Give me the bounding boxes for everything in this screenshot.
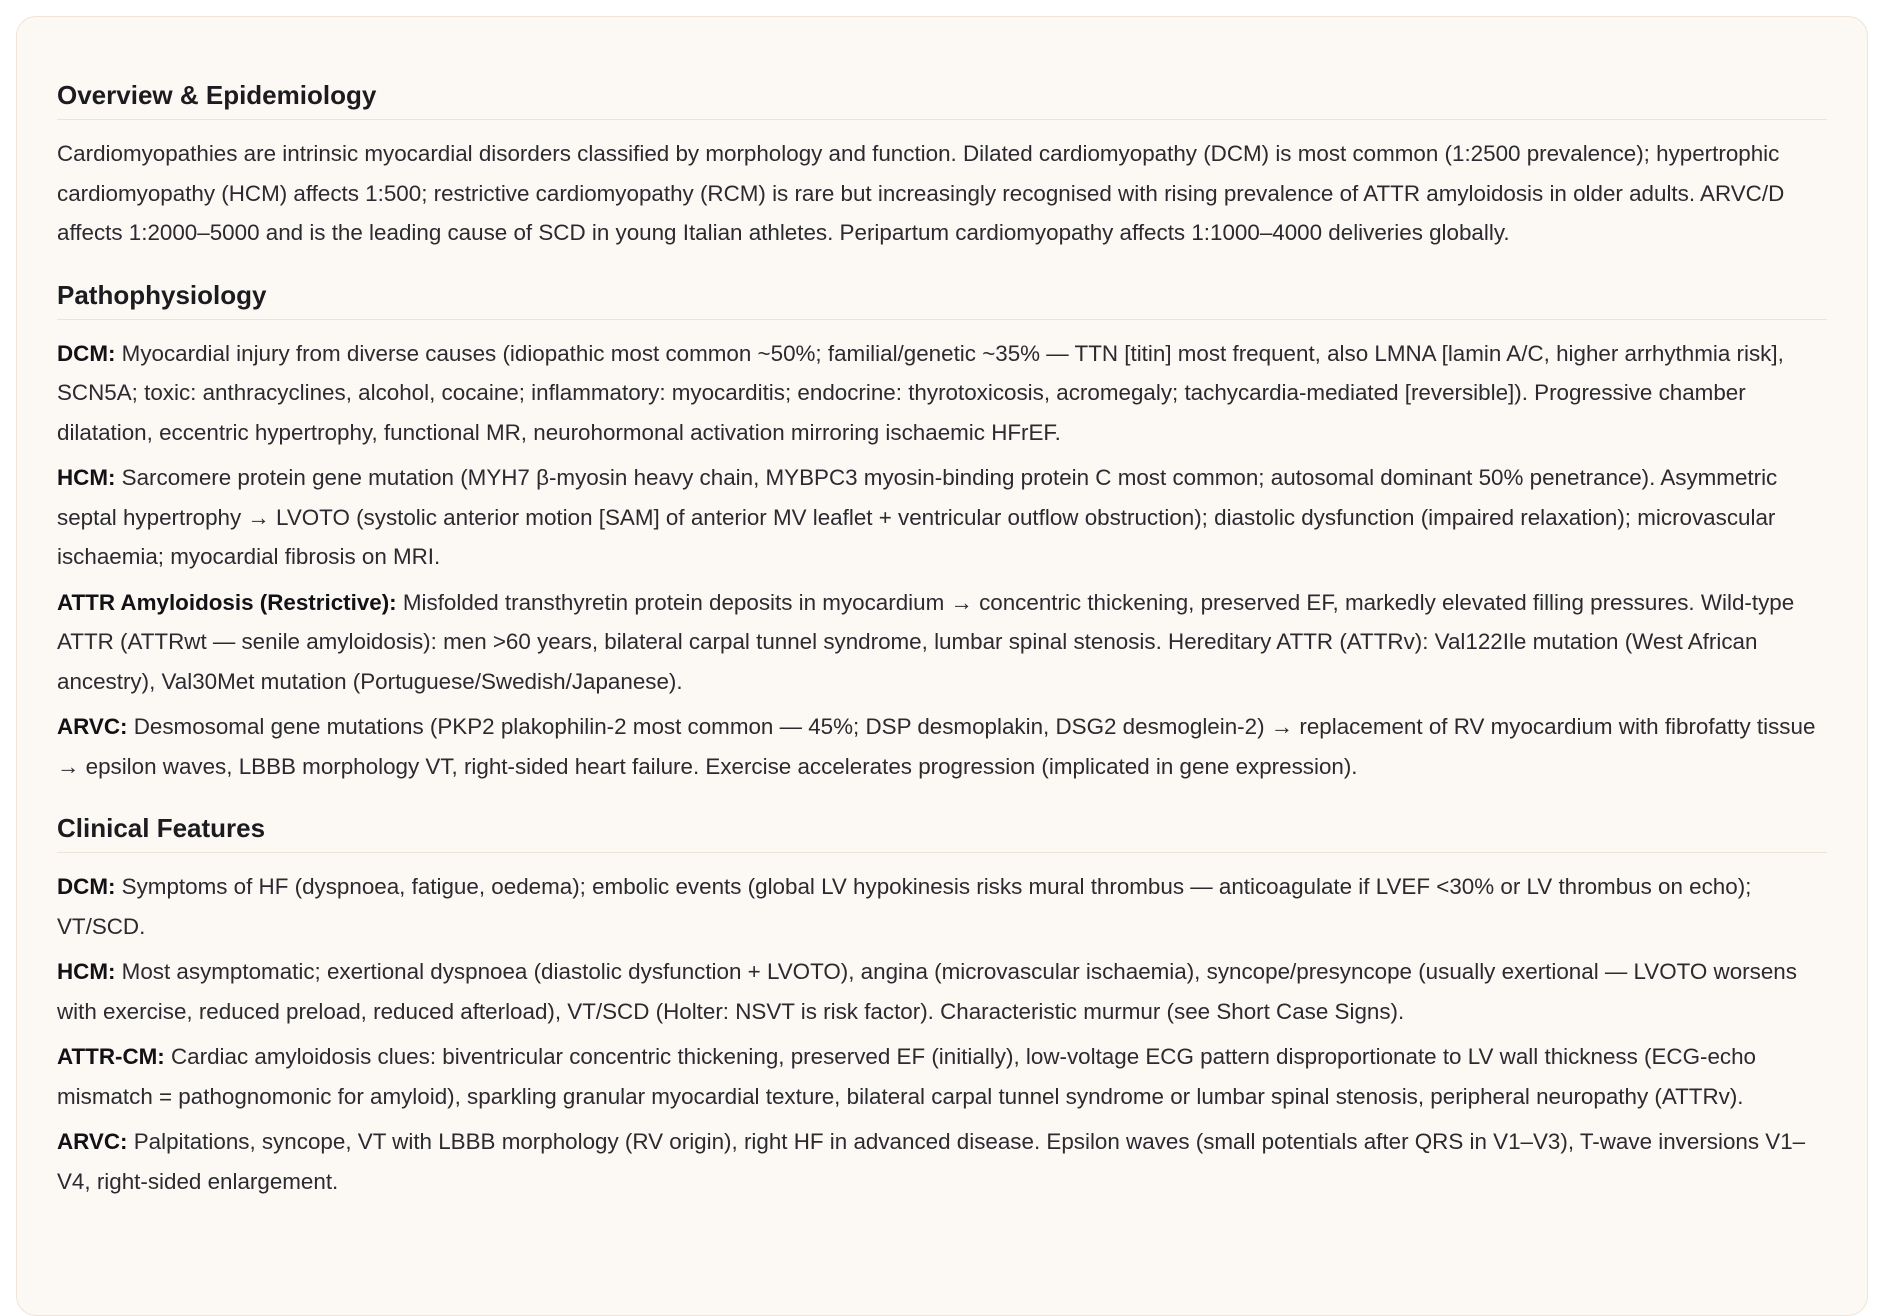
paragraph-label: ARVC: (57, 1129, 128, 1154)
section-heading: Clinical Features (57, 812, 1827, 853)
section-heading: Overview & Epidemiology (57, 79, 1827, 120)
paragraph (57, 134, 1827, 253)
paragraph (57, 583, 1827, 702)
paragraph-label: DCM: (57, 340, 116, 366)
paragraph-text: Palpitations, syncope, VT with LBBB morphology (RV origin), right HF in advanced disease. Epsilon waves (small potentials after QRS in V1–V3), T-wave inversions V1–V4, right-sided enlargement. (57, 1129, 1806, 1194)
paragraph (57, 867, 1827, 946)
paragraph-text: Myocardial injury from diverse causes (idiopathic most common ~50%; familial/genetic ~35% — TTN [titin] most frequent, also LMNA [lamin A/C, higher arrhythmia risk], SCN5A; toxic: anthracyclines, alcohol, cocaine; inflammatory: myocarditis; endocrine: thyrotoxicosis, acromegaly; tachycardia-mediated [reversible]). Progressive chamber dilatation, eccentric hypertrophy, functional MR, neurohormonal activation mirroring ischaemic HFrEF. (57, 340, 1784, 445)
paragraph-label: DCM: (57, 874, 116, 899)
paragraph (57, 1037, 1827, 1116)
paragraph-text: Cardiac amyloidosis clues: biventricular concentric thickening, preserved EF (initially), low-voltage ECG pattern disproportionate to LV wall thickness (ECG-echo mismatch = pathognomonic for amyloid), sparkling granular myocardial texture, bilateral carpal tunnel syndrome or lumbar spinal stenosis, peripheral neuropathy (ATTRv). (57, 1044, 1757, 1109)
paragraph-label: ATTR-CM: (57, 1044, 165, 1069)
paragraph (57, 334, 1827, 453)
content-card (16, 16, 1868, 1316)
paragraph-label: HCM: (57, 465, 116, 490)
paragraph (57, 707, 1827, 786)
paragraph-label: ATTR Amyloidosis (Restrictive): (57, 589, 397, 615)
paragraph (57, 952, 1827, 1031)
paragraph-text: Sarcomere protein gene mutation (MYH7 β-myosin heavy chain, MYBPC3 myosin-binding protein C most common; autosomal dominant 50% penetrance). Asymmetric septal hypertrophy → LVOTO (systolic anterior motion [SAM] of anterior MV leaflet + ventricular outflow obstruction); diastolic dysfunction (impaired relaxation); microvascular ischaemia; myocardial fibrosis on MRI. (57, 465, 1778, 569)
paragraph-text: Most asymptomatic; exertional dyspnoea (diastolic dysfunction + LVOTO), angina (microvascular ischaemia), syncope/presyncope (usually exertional — LVOTO worsens with exercise, reduced preload, reduced afterload), VT/SCD (Holter: NSVT is risk factor). Characteristic murmur (see Short Case Signs). (57, 959, 1797, 1024)
paragraph-label: HCM: (57, 959, 116, 984)
paragraph-text: Desmosomal gene mutations (PKP2 plakophilin-2 most common — 45%; DSP desmoplakin, DSG2 desmoglein-2) → replacement of RV myocardium with fibrofatty tissue → epsilon waves, LBBB morphology VT, right-sided heart failure. Exercise accelerates progression (implicated in gene expression). (57, 714, 1816, 779)
paragraph (57, 1122, 1827, 1201)
paragraph-label: ARVC: (57, 714, 128, 739)
paragraph-text: Symptoms of HF (dyspnoea, fatigue, oedema); embolic events (global LV hypokinesis risks mural thrombus — anticoagulate if LVEF <30% or LV thrombus on echo); VT/SCD. (57, 874, 1752, 939)
paragraph (57, 458, 1827, 577)
paragraph-text: Misfolded transthyretin protein deposits in myocardium → concentric thickening, preserved EF, markedly elevated filling pressures. Wild-type ATTR (ATTRwt — senile amyloidosis): men >60 years, bilateral carpal tunnel syndrome, lumbar spinal stenosis. Hereditary ATTR (ATTRv): Val122Ile mutation (West African ancestry), Val30Met mutation (Portuguese/Swedish/Japanese). (57, 589, 1795, 694)
section-heading: Pathophysiology (57, 279, 1827, 320)
section-overview-epidemiology (57, 79, 1827, 253)
section-pathophysiology (57, 279, 1827, 787)
paragraph-text: Cardiomyopathies are intrinsic myocardial disorders classified by morphology and function. Dilated cardiomyopathy (DCM) is most common (1:2500 prevalence); hypertrophic cardiomyopathy (HCM) affects 1:500; restrictive cardiomyopathy (RCM) is rare but increasingly recognised with rising prevalence of ATTR amyloidosis in older adults. ARVC/D affects 1:2000–5000 and is the leading cause of SCD in young Italian athletes. Peripartum cardiomyopathy affects 1:1000–4000 deliveries globally. (57, 141, 1785, 245)
section-clinical-features (57, 812, 1827, 1201)
